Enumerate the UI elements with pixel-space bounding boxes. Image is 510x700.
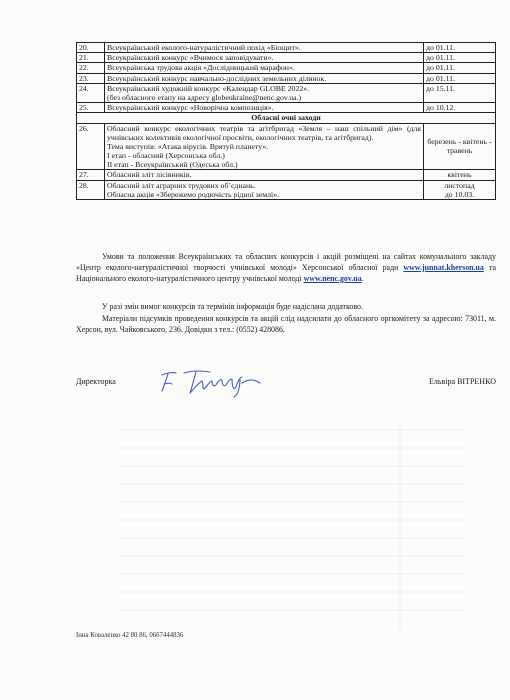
event-deadline — [424, 180, 496, 199]
event-name: Обласний зліт лісівників. — [105, 170, 424, 180]
paragraph-text: . — [361, 273, 364, 283]
nenc-website-link[interactable]: www.nenc.gov.ua — [303, 273, 362, 283]
event-name — [105, 180, 424, 199]
table-row — [77, 123, 496, 170]
table-row — [77, 180, 496, 199]
paragraph-text: та Національного еколого-натуралістичного центру учнівської молоді — [76, 262, 496, 283]
event-name: Всеукраїнська трудова акція «Дослідницький марафон». — [105, 63, 424, 73]
event-name: Всеукраїнський конкурс «Вчимося заповідувати». — [105, 53, 424, 63]
event-name: Всеукраїнський конкурс «Новорічна композиція». — [105, 103, 424, 113]
event-name: Всеукраїнський конкурс навчально-дослідних земельних ділянок. — [105, 73, 424, 83]
changes-paragraph — [76, 302, 496, 313]
table-row — [77, 83, 496, 102]
event-deadline: до 01.11. — [424, 43, 496, 53]
event-deadline: до 10.12. — [424, 103, 496, 113]
event-name — [105, 123, 424, 170]
row-number: 28. — [77, 180, 105, 199]
row-number: 24. — [77, 83, 105, 102]
row-number: 21. — [77, 53, 105, 63]
event-deadline-line: до 10.03. — [444, 189, 475, 199]
event-stage-1: І етап - обласний (Херсонська обл.) — [107, 151, 225, 161]
junnat-website-link[interactable]: www.junnat.kherson.ua — [403, 262, 484, 272]
row-number: 26. — [77, 123, 105, 170]
event-name-line: Всеукраїнський художній конкурс «Календар GLOBE 2022». — [107, 83, 310, 93]
events-table — [76, 42, 496, 200]
section-header-row — [77, 113, 496, 123]
handwritten-signature — [154, 365, 274, 399]
event-theme: Тема виступів: «Атака вірусів. Врятуй планету». — [107, 141, 269, 151]
websites-paragraph — [76, 252, 496, 284]
event-note: (без обласного етапу на адресу globeukraine@nenc.gov.ua.) — [107, 92, 302, 102]
row-number: 20. — [77, 43, 105, 53]
signer-title: Директорка — [76, 377, 116, 386]
table-row — [77, 53, 496, 63]
row-number: 23. — [77, 73, 105, 83]
paragraph-text: Матеріали підсумків проведення конкурсів та акцій слід надсилати до обласного оргкомітету за адресою: 73011, м. Херсон, вул. Чайковського, 236. Довідки з тел.: (0552) 428086. — [76, 314, 496, 334]
executor-contact: Інна Коваленко 42 80 86, 0667444836 — [76, 632, 184, 639]
event-deadline-line: листопад — [444, 180, 475, 190]
table-row — [77, 43, 496, 53]
signer-name: Ельвіра ВІТРЕНКО — [429, 377, 496, 386]
section-header: Обласні очні заходи — [77, 113, 496, 123]
row-number: 22. — [77, 63, 105, 73]
table-row — [77, 63, 496, 73]
paragraph-text: Умови та положення Всеукраїнських та обласних конкурсів і акцій розміщені на сайтах комунального закладу «Центр еколого-натуралістичної творчості учнівської молоді» Херсонської обласної ради — [76, 252, 496, 272]
row-number: 27. — [77, 170, 105, 180]
event-name-line: Обласний зліт аграрних трудових об’єднань. — [107, 180, 256, 190]
signature-block — [76, 371, 496, 401]
table-row — [77, 73, 496, 83]
bleed-through-texture — [120, 420, 465, 630]
address-paragraph — [76, 314, 496, 336]
event-name-line: Обласна акція «Збережемо родючість рідної землі». — [107, 189, 280, 199]
row-number: 25. — [77, 103, 105, 113]
event-stage-2: ІІ етап - Всеукраїнський (Одеська обл.) — [107, 160, 238, 170]
table-row — [77, 103, 496, 113]
event-deadline: до 01.11. — [424, 53, 496, 63]
paragraph-text: У разі змін вимог конкурсів та термінів інформація буде надіслана додатково. — [102, 302, 363, 311]
event-name: Всеукраїнський еколого-натуралістичний похід «Біощит». — [105, 43, 424, 53]
event-description: Обласний конкурс екологічних театрів та агітбригад «Земля – наш спільний дім» (для учнівських колективів екологічної просвіти, екологічних театрів, та агітбригад). — [107, 123, 421, 142]
event-deadline: до 01.11. — [424, 73, 496, 83]
event-name — [105, 83, 424, 102]
event-deadline: до 01.11. — [424, 63, 496, 73]
table-row — [77, 170, 496, 180]
event-deadline: березень - квітень - травень — [424, 123, 496, 170]
event-deadline: до 15.11. — [424, 83, 496, 102]
event-deadline: квітень — [424, 170, 496, 180]
